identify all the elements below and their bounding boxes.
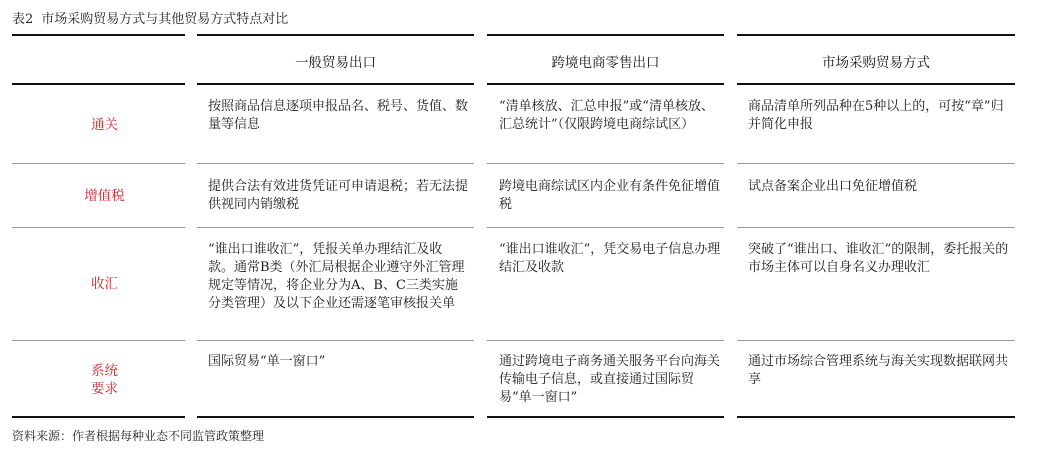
top-rule-label-col (12, 34, 185, 36)
row-divider-1 (197, 163, 474, 164)
source-note: 资料来源：作者根据每种业态不同监管政策整理 (12, 429, 265, 443)
table-cell: 突破了“谁出口、谁收汇”的限制，委托报关的市场主体可以自身名义办理收汇 (748, 242, 1009, 275)
top-rule-col-2 (487, 34, 724, 36)
bottom-rule-label-col (12, 416, 185, 418)
bottom-rule-col-1 (197, 416, 474, 418)
table-cell: 按照商品信息逐项申报品名、税号、货值、数量等信息 (208, 99, 469, 132)
table-cell: 跨境电商综试区内企业有条件免征增值税 (499, 179, 721, 212)
table-cell: 试点备案企业出口免征增值税 (748, 179, 918, 194)
row-label-vat: 增值税 (84, 188, 125, 204)
table-cell: “清单核放、汇总申报”或“清单核放、汇总统计”（仅限跨境电商综试区） (499, 99, 714, 132)
top-rule-col-3 (737, 34, 1015, 36)
table-cell: 通过市场综合管理系统与海关实现数据联网共享 (748, 354, 1009, 387)
table-caption (12, 8, 288, 27)
column-header-general-trade: 一般贸易出口 (295, 55, 376, 71)
header-rule-col-1 (197, 83, 474, 85)
table-title: 市场采购贸易方式与其他贸易方式特点对比 (41, 12, 289, 27)
row-label-system-requirements (12, 362, 197, 398)
row-divider-3 (737, 340, 1015, 341)
row-divider-1 (487, 163, 724, 164)
column-header-market-procurement: 市场采购贸易方式 (822, 55, 930, 71)
row-label-line: 要求 (91, 381, 118, 397)
row-divider-1 (12, 163, 185, 164)
table-cell: “谁出口谁收汇”，凭报关单办理结汇及收款。通常B类（外汇局根据企业遵守外汇管理规定等情况，将企业分为A、B、C三类实施分类管理）及以下企业还需逐笔审核报关单 (208, 242, 465, 311)
row-divider-1 (737, 163, 1015, 164)
row-divider-3 (197, 340, 474, 341)
row-divider-3 (487, 340, 724, 341)
row-label-customs-clearance: 通关 (91, 117, 118, 133)
table-number: 表2 (12, 12, 34, 27)
bottom-rule-col-2 (487, 416, 724, 418)
row-label-line: 系统 (91, 363, 118, 379)
header-rule-label-col (12, 83, 185, 85)
row-divider-2 (487, 227, 724, 228)
column-header-cross-border-ecommerce: 跨境电商零售出口 (551, 55, 660, 71)
header-rule-col-3 (737, 83, 1015, 85)
table-cell: 商品清单所列品种在5种以上的，可按“章”归并简化申报 (748, 99, 1004, 132)
row-divider-3 (12, 340, 185, 341)
table-cell: “谁出口谁收汇”，凭交易电子信息办理结汇及收款 (499, 242, 721, 275)
row-divider-2 (197, 227, 474, 228)
table-cell: 提供合法有效进货凭证可申请退税；若无法提供视同内销缴税 (208, 179, 469, 212)
header-rule-col-2 (487, 83, 724, 85)
bottom-rule-col-3 (737, 416, 1015, 418)
table-cell: 通过跨境电子商务通关服务平台向海关传输电子信息，或直接通过国际贸易“单一窗口” (499, 354, 721, 405)
table-cell: 国际贸易“单一窗口” (208, 354, 326, 369)
row-divider-2 (737, 227, 1015, 228)
row-divider-2 (12, 227, 185, 228)
row-label-forex-collection: 收汇 (91, 276, 118, 292)
top-rule-col-1 (197, 34, 474, 36)
